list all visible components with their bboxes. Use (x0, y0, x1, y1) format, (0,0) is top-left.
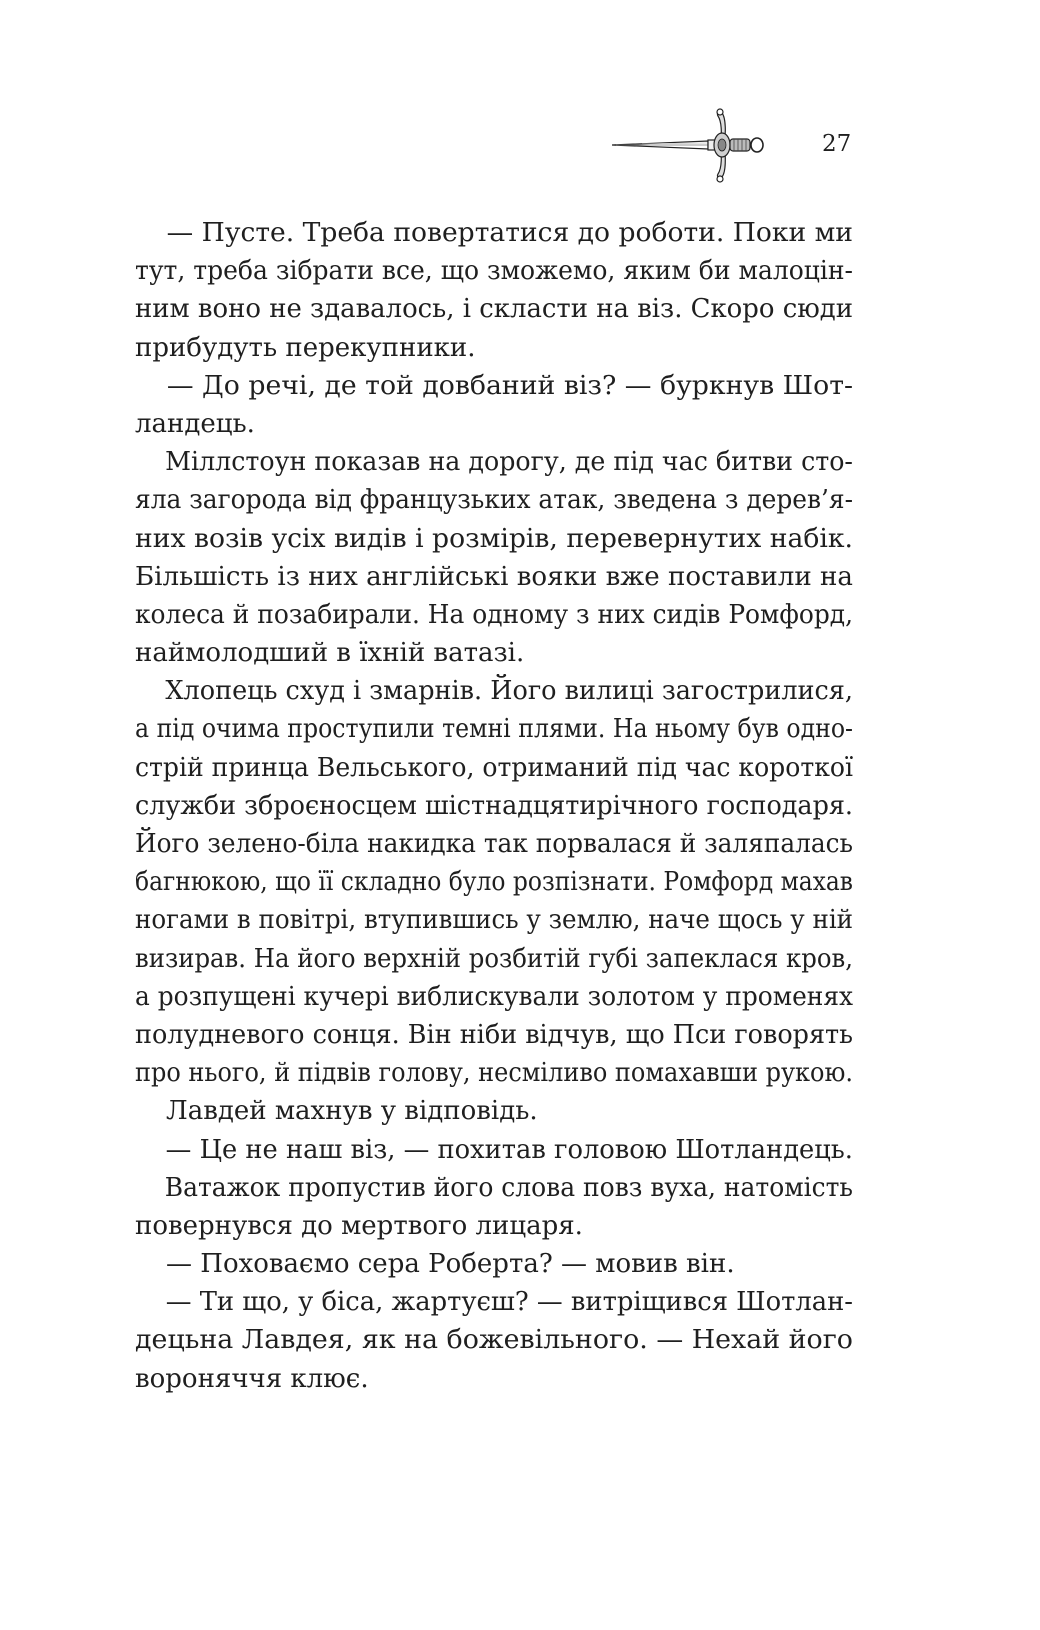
text-line: — Це не наш віз, — похитав головою Шотландець. (165, 1134, 853, 1165)
text-line: прибудуть перекупники. (135, 332, 476, 363)
text-line: служби зброєносцем шістнадцятирічного господаря. (135, 790, 854, 821)
text-line: — Пусте. Треба повертатися до роботи. Поки ми (166, 218, 853, 248)
text-line: — Поховаємо сера Роберта? — мовив він. (166, 1249, 735, 1280)
text-line: них возів усіх видів і розмірів, перевернутих набік. (135, 523, 853, 554)
text-line: ногами в повітрі, втупившись у землю, наче щось у ній (135, 905, 854, 936)
text-line: децьна Лавдея, як на божевільного. — Нехай його (135, 1325, 853, 1356)
text-line: ландець. (135, 408, 255, 439)
page-number: 27 (822, 131, 852, 157)
text-line: тут, треба зібрати все, що зможемо, яким би малоцін- (135, 256, 853, 287)
text-line: вороняччя клює. (135, 1363, 369, 1394)
text-line: ним воно не здавалось, і скласти на віз. Скоро сюди (135, 294, 853, 325)
text-line: визирав. На його верхній розбитій губі запеклася кров, (135, 943, 853, 974)
text-line: колеса й позабирали. На одному з них сидів Ромфорд, (135, 599, 854, 630)
text-line: багнюкою, що її складно було розпізнати. Ромфорд махав (135, 867, 853, 898)
text-line: повернувся до мертвого лицаря. (135, 1210, 583, 1241)
text-line: — До речі, де той довбаний віз? — буркнув Шот- (166, 370, 854, 401)
text-line: яла загорода від французьких атак, зведена з дерев’я- (135, 485, 854, 516)
text-line: наймолодший в їхній ватазі. (135, 638, 525, 669)
text-line: Лавдей махнув у відповідь. (166, 1096, 538, 1127)
text-line: стрій принца Вельського, отриманий під час короткої (135, 752, 854, 783)
text-line: полудневого сонця. Він ніби відчув, що Пси говорять (135, 1019, 853, 1050)
text-line: — Ти що, у біса, жартуєш? — витріщився Шотлан- (165, 1287, 853, 1318)
text-line: Хлопець схуд і змарнів. Його вилиці загострилися, (165, 676, 853, 707)
body-text (135, 214, 853, 1398)
text-line: Більшість із них англійські вояки вже поставили на (135, 561, 853, 592)
text-line: про нього, й підвів голову, несміливо помахавши рукою. (135, 1058, 854, 1089)
dagger-icon (612, 108, 802, 188)
running-header (612, 108, 852, 188)
text-line: Міллстоун показав на дорогу, де під час битви сто- (165, 447, 853, 478)
text-line: а під очима проступили темні плями. На ньому був одно- (135, 714, 854, 745)
text-line: Його зелено-біла накидка так порвалася й заляпалась (135, 829, 854, 859)
text-line: Ватажок пропустив його слова повз вуха, натомість (164, 1172, 854, 1203)
text-line: а розпущені кучері виблискували золотом у променях (135, 981, 854, 1012)
